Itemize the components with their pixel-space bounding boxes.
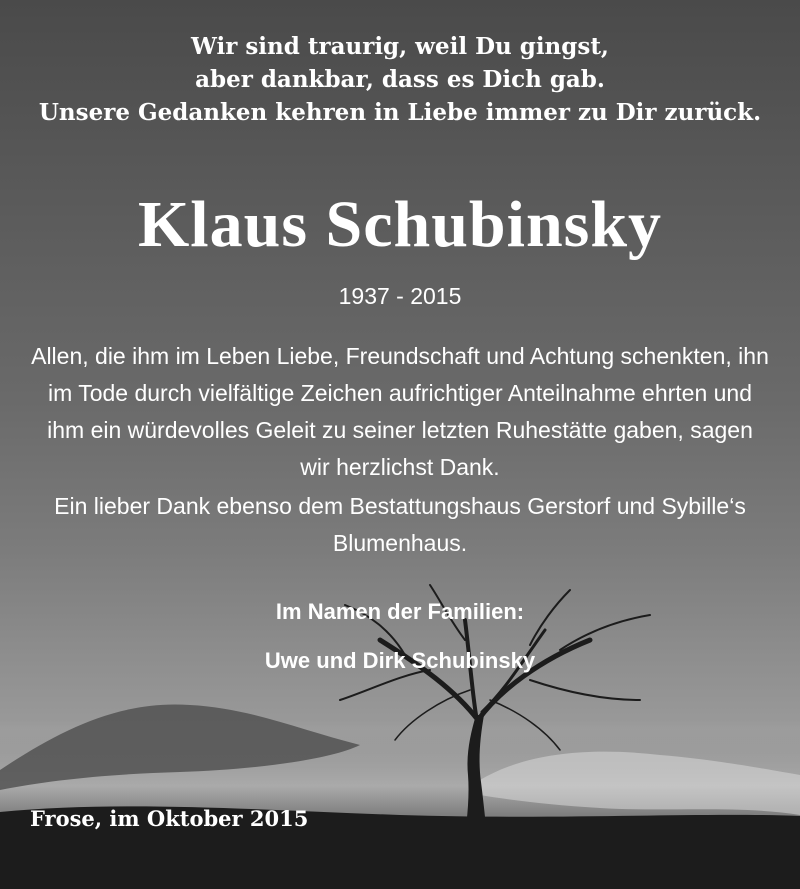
- poem-line-2: aber dankbar, dass es Dich gab.: [195, 66, 605, 93]
- thanks-paragraph: Allen, die ihm im Leben Liebe, Freundschaft und Achtung schenkten, ihn im Tode durch vielfältige Zeichen aufrichtiger Anteilnahme ehrten und ihm ein würdevolles Geleit zu seiner letzten Ruhestätte gaben, sagen wir herzlichst Dank.: [31, 343, 769, 480]
- life-years: 1937 - 2015: [338, 283, 462, 309]
- poem-line-1: Wir sind traurig, weil Du gingst,: [191, 33, 609, 60]
- signature-intro: Im Namen der Familien:: [275, 599, 525, 624]
- memorial-poem: [0, 30, 800, 129]
- place-date: Frose, im Oktober 2015: [30, 806, 309, 831]
- deceased-name: Klaus Schubinsky: [137, 188, 663, 261]
- poem-line-3: Unsere Gedanken kehren in Liebe immer zu Dir zurück.: [38, 99, 762, 126]
- signature-names: Uwe und Dirk Schubinsky: [264, 648, 536, 673]
- thanks-paragraph-secondary: Ein lieber Dank ebenso dem Bestattungshaus Gerstorf und Sybille‘s Blumenhaus.: [54, 493, 746, 556]
